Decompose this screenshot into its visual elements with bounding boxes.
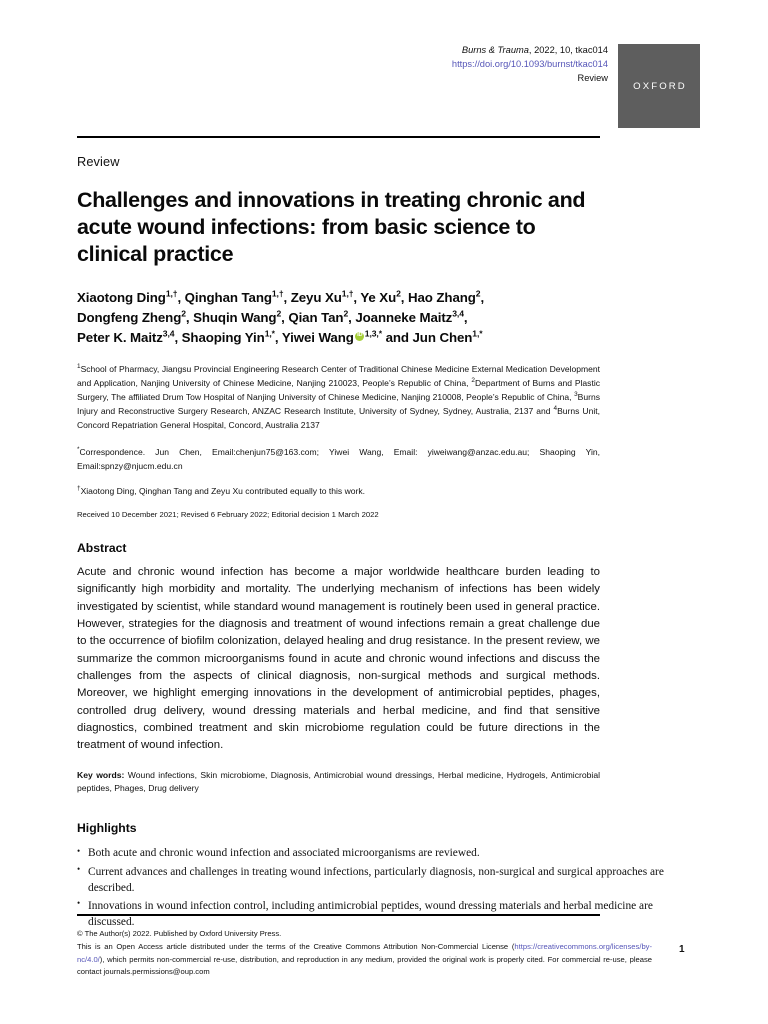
affiliation-text: Department of Burns and Plastic Surgery, The affiliated Drum Tow Hospital of Nanjing University of Chinese Medicine, Nanjing 210008, People’s Republic of China, <box>77 378 600 402</box>
author-name: Shuqin Wang <box>193 309 277 325</box>
article-content <box>77 154 664 932</box>
article-type-label: Review <box>577 72 608 83</box>
author-affiliation-marker: 1,3,* <box>364 328 382 339</box>
equal-contribution-marker: † <box>77 485 81 493</box>
correspondence-note <box>77 446 600 474</box>
affiliations-block <box>77 363 600 432</box>
author-name: Zeyu Xu <box>290 290 342 306</box>
license-statement <box>77 941 652 979</box>
list-item: • Current advances and challenges in treating wound infections, particularly diagnosis, non-surgical and surgical approaches are described. <box>77 864 694 896</box>
publication-dates: Received 10 December 2021; Revised 6 February 2022; Editorial decision 1 March 2022 <box>77 510 379 519</box>
affiliation-marker: 3 <box>574 391 578 399</box>
journal-name: Burns & Trauma <box>461 45 529 55</box>
affiliation-marker: 4 <box>553 404 558 412</box>
author-name: Joanneke Maitz <box>355 309 453 325</box>
author-affiliation-marker: 3,4 <box>452 308 464 319</box>
footer-license-block <box>77 928 652 979</box>
author-name: Jun Chen <box>412 329 473 345</box>
author-name: Shaoping Yin <box>181 329 265 345</box>
highlights-list <box>77 845 694 930</box>
license-url-link[interactable]: https://creativecommons.org/licenses/by-nc/4.0/ <box>77 941 652 964</box>
author-affiliation-marker: 2 <box>343 308 349 319</box>
list-item: • Innovations in wound infection control, including antimicrobial peptides, wound dressing materials and herbal medicine are discussed. <box>77 898 694 930</box>
highlights-heading: Highlights <box>77 821 137 836</box>
author-name: Hao Zhang <box>407 290 476 306</box>
author-list: Xiaotong Ding$^{1,\dagger}$, Qinghan Tang$^{1,\dagger}$, Zeyu $Xu^{1,\dagger}$, Ye Xu$^2$, Hao Zhang$^2$, Dongfeng Zheng$^2$, Shuqin Wang$^2$, Qian Tan$^2$, Joanneke Maitz$^{3,4}$, Peter K. Maitz$^{3,4}$, Shaoping Yin$^{1,*}$, Yiwei Wang iD $^{1,3,*}$ and Jun Chen$^{1,*}$ <box>77 288 600 347</box>
author-name: Ye Xu <box>360 290 397 306</box>
journal-citation <box>452 44 608 58</box>
correspondence-marker: * <box>77 446 80 454</box>
equal-contribution-text: Xiaotong Ding, Qinghan Tang and Zeyu Xu contributed equally to this work. <box>80 486 366 497</box>
author-affiliation-marker: 3,4 <box>162 328 175 339</box>
author-affiliation-marker: 1,† <box>165 288 178 299</box>
author-name: Dongfeng Zheng <box>77 309 182 325</box>
page-number: 1 <box>679 944 685 955</box>
journal-volume-meta: , 2022, 10, tkac014 <box>528 45 608 55</box>
license-text-pre: This is an Open Access article distributed under the terms of the Creative Commons Attribution Non-Commercial License ( <box>77 941 515 951</box>
copyright-line: © The Author(s) 2022. Published by Oxford University Press. <box>77 929 282 938</box>
author-name: Xiaotong Ding <box>77 290 166 306</box>
abstract-heading: Abstract <box>77 540 127 555</box>
affiliation-text: Burns Injury and Reconstructive Surgery Research, ANZAC Research Institute, University of Sydney, Sydney, Australia, 2137 and <box>77 391 600 416</box>
keywords-label: Key words: <box>77 769 125 780</box>
license-text-post: ), which permits non-commercial re-use, distribution, and reproduction in any medium, provided the original work is properly cited. For commercial re-use, please contact journals.permissions@oup.com <box>77 954 652 977</box>
oxford-university-press-logo <box>618 44 700 128</box>
header-divider-rule <box>77 136 600 138</box>
keywords-list: Wound infections, Skin microbiome, Diagnosis, Antimicrobial wound dressings, Herbal medicine, Hydrogels, Antimicrobial peptides, Phages, Drug delivery <box>77 769 601 793</box>
correspondence-text: Correspondence. Jun Chen, Email:chenjun75@163.com; Yiwei Wang, Email: yiweiwang@anzac.edu.au; Shaoping Yin, Email:spnzy@njucm.edu.cn <box>77 447 600 472</box>
article-category-kicker: Review <box>77 154 120 169</box>
page-title: Challenges and innovations in treating chronic and acute wound infections: from basic science to clinical practice <box>77 188 586 267</box>
author-name: Qinghan Tang <box>184 290 272 306</box>
author-affiliation-marker: 1,* <box>264 328 275 339</box>
masthead <box>77 44 700 128</box>
abstract-body: Acute and chronic wound infection has become a major worldwide healthcare burden leading to significantly high morbidity and mortality. The underlying mechanism of infections has been widely investigated by scientist, while standard wound management is routinely been used in general practice. However, strategies for the diagnosis and treatment of wound infections remain a great challenge due to the occurrence of biofilm colonization, delayed healing and drug resistance. In the present review, we summarize the common microorganisms found in acute and chronic wound infections and discuss the challenges from the aspects of clinical diagnosis, non-surgical methods and surgical methods. Moreover, we highlight emerging innovations in the development of antimicrobial peptides, phages, controlled drug delivery, wound dressing materials and herbal medicine, and find that sensitive diagnostics, combined treatment and skin microbiome regulation could be future directions in the treatment of wound infection. <box>77 565 600 752</box>
affiliation-text: School of Pharmacy, Jiangsu Provincial Engineering Research Center of Traditional Chinese Medicine External Medication Development and Application, Nanjing University of Chinese Medicine, Nanjing 210023, People’s Republic of China, <box>77 364 600 389</box>
affiliation-marker: 2 <box>471 377 475 385</box>
author-affiliation-marker: 1,† <box>271 288 284 299</box>
equal-contribution-note <box>77 485 600 499</box>
affiliation-text: Burns Unit, Concord Repatriation General Hospital, Concord, Australia 2137 <box>77 405 600 430</box>
keywords-block <box>77 769 600 796</box>
author-affiliation-marker: 2 <box>181 308 186 319</box>
author-name: Peter K. Maitz <box>77 329 163 345</box>
author-name: Yiwei Wang <box>281 329 354 345</box>
author-affiliation-marker: 2 <box>396 288 401 299</box>
orcid-id-icon[interactable] <box>355 332 364 341</box>
author-affiliation-marker: 1,* <box>472 328 483 339</box>
oxford-logo-text: OXFORD <box>633 80 687 92</box>
author-list-conjunction: and <box>385 329 409 345</box>
affiliation-marker: 1 <box>77 363 81 371</box>
author-affiliation-marker: 2 <box>475 288 481 299</box>
author-affiliation-marker: 1,† <box>341 288 354 299</box>
masthead-citation-block <box>452 44 608 86</box>
author-name: Qian Tan <box>288 309 344 325</box>
footer-divider-rule <box>77 914 600 916</box>
author-affiliation-marker: 2 <box>276 308 282 319</box>
list-item: • Both acute and chronic wound infection and associated microorganisms are reviewed. <box>77 845 694 861</box>
doi-link[interactable]: https://doi.org/10.1093/burnst/tkac014 <box>451 58 608 69</box>
